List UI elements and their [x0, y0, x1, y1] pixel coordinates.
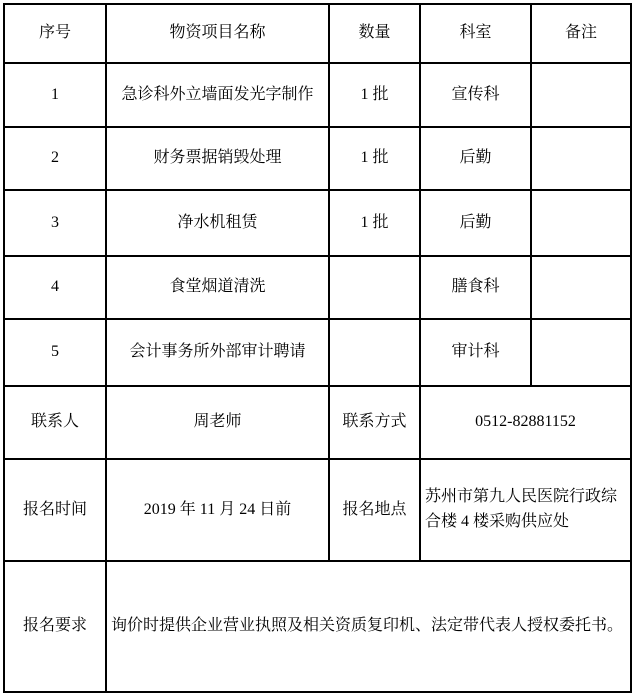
cell-dept: 审计科: [420, 319, 531, 386]
cell-no: 5: [4, 319, 106, 386]
requirements-label: 报名要求: [4, 561, 106, 692]
table-header-row: [4, 4, 631, 63]
cell-name: 会计事务所外部审计聘请: [106, 319, 329, 386]
table-row: [4, 190, 631, 256]
header-cell-name: 物资项目名称: [106, 4, 329, 63]
cell-note: [531, 127, 631, 190]
header-cell-note: 备注: [531, 4, 631, 63]
header-cell-qty: 数量: [329, 4, 420, 63]
cell-name: 急诊科外立墙面发光字制作: [106, 63, 329, 127]
table-row: [4, 127, 631, 190]
header-cell-dept: 科室: [420, 4, 531, 63]
cell-dept: 后勤: [420, 190, 531, 256]
cell-note: [531, 256, 631, 319]
cell-no: 2: [4, 127, 106, 190]
contact-method-label: 联系方式: [329, 386, 420, 459]
contact-row: [4, 386, 631, 459]
procurement-notice-table: [3, 3, 632, 693]
registration-row: [4, 459, 631, 561]
cell-note: [531, 319, 631, 386]
cell-note: [531, 63, 631, 127]
requirements-value: 询价时提供企业营业执照及相关资质复印机、法定带代表人授权委托书。: [106, 561, 631, 692]
cell-qty: 1 批: [329, 127, 420, 190]
table-row: [4, 256, 631, 319]
cell-dept: 膳食科: [420, 256, 531, 319]
cell-dept: 后勤: [420, 127, 531, 190]
cell-name: 净水机租赁: [106, 190, 329, 256]
cell-qty: [329, 256, 420, 319]
contact-person-label: 联系人: [4, 386, 106, 459]
cell-note: [531, 190, 631, 256]
contact-person-value: 周老师: [106, 386, 329, 459]
registration-time-label: 报名时间: [4, 459, 106, 561]
table-row: [4, 63, 631, 127]
registration-time-value: 2019 年 11 月 24 日前: [106, 459, 329, 561]
cell-no: 3: [4, 190, 106, 256]
cell-name: 财务票据销毁处理: [106, 127, 329, 190]
registration-place-value: 苏州市第九人民医院行政综合楼 4 楼采购供应处: [420, 459, 631, 561]
header-cell-no: 序号: [4, 4, 106, 63]
cell-qty: 1 批: [329, 63, 420, 127]
table-row: [4, 319, 631, 386]
cell-qty: 1 批: [329, 190, 420, 256]
requirements-row: [4, 561, 631, 692]
contact-method-value: 0512-82881152: [420, 386, 631, 459]
cell-no: 1: [4, 63, 106, 127]
registration-place-label: 报名地点: [329, 459, 420, 561]
cell-name: 食堂烟道清洗: [106, 256, 329, 319]
cell-dept: 宣传科: [420, 63, 531, 127]
cell-no: 4: [4, 256, 106, 319]
cell-qty: [329, 319, 420, 386]
